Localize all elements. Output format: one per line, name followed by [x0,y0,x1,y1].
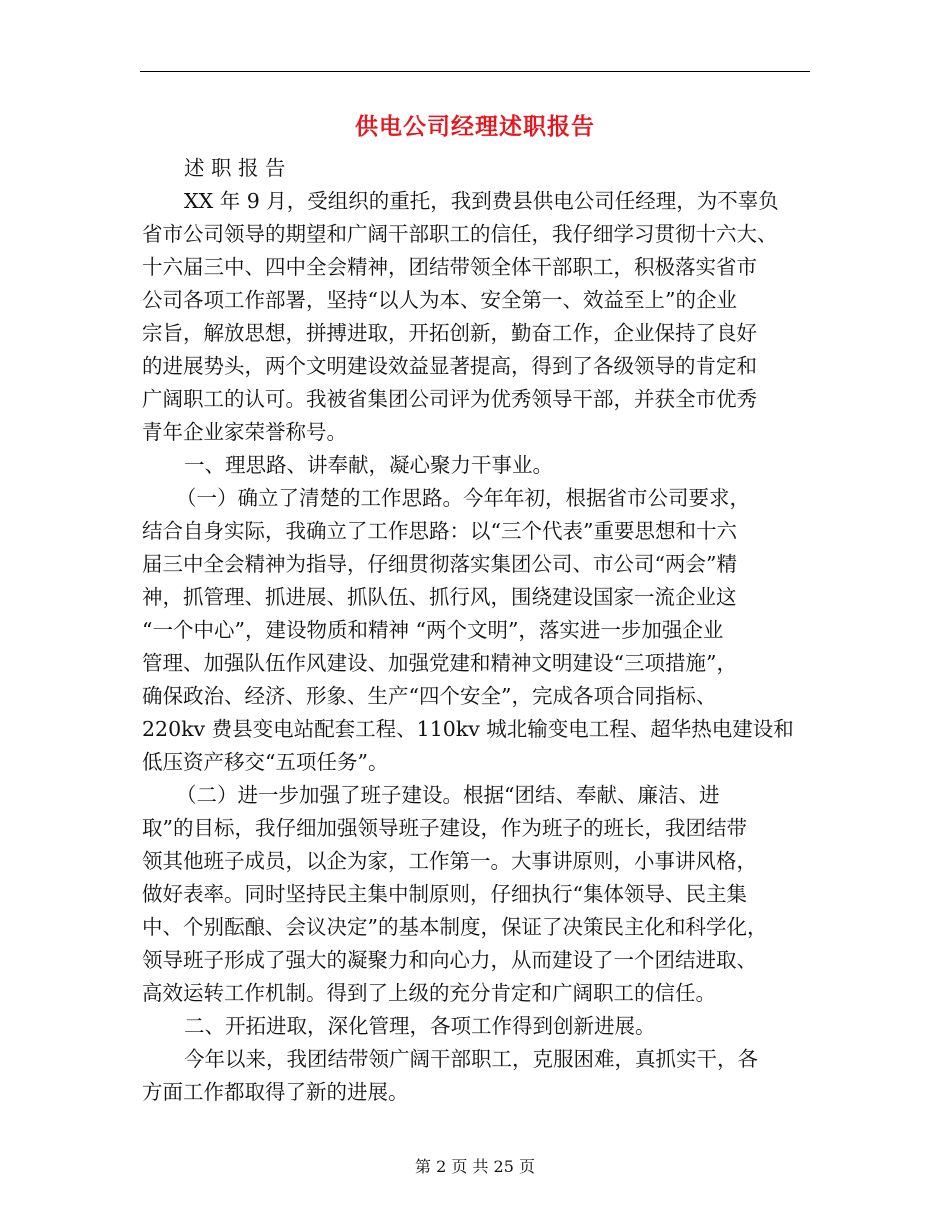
document-body [142,152,810,1109]
paragraph-line: 取”的目标，我仔细加强领导班子建设，作为班子的班长，我团结带 [142,816,747,840]
paragraph-line: XX 年 9 月，受组织的重托，我到费县供电公司任经理，为不辜负 [184,189,779,213]
paragraph-line: 宗旨，解放思想，拼搏进取，开拓创新，勤奋工作，企业保持了良好 [142,321,757,345]
paragraph-line: （一）确立了清楚的工作思路。今年年初，根据省市公司要求， [176,486,750,510]
header-rule [140,71,810,72]
paragraph-line: 方面工作都取得了新的进展。 [142,1080,409,1104]
paragraph-line: 管理、加强队伍作风建设、加强党建和精神文明建设“三项措施”， [142,651,737,675]
paragraph-line: 今年以来，我团结带领广阔干部职工，克服困难，真抓实干，各 [184,1047,758,1071]
paragraph-line: 220kv 费县变电站配套工程、110kv 城北输变电工程、超华热电建设和 [142,717,794,741]
paragraph-line: 述 职 报 告 [184,156,286,180]
paragraph-line: 结合自身实际，我确立了工作思路：以“三个代表”重要思想和十六 [142,519,737,543]
paragraph-line: 的进展势头，两个文明建设效益显著提高，得到了各级领导的肯定和 [142,354,757,378]
paragraph-line: 领其他班子成员，以企为家，工作第一。大事讲原则，小事讲风格， [142,849,757,873]
paragraph-line: 中、个别酝酿、会议决定”的基本制度，保证了决策民主化和科学化， [142,915,768,939]
paragraph-line: 公司各项工作部署，坚持“以人为本、安全第一、效益至上”的企业 [142,288,737,312]
paragraph-line: （二）进一步加强了班子建设。根据“团结、奉献、廉洁、进 [176,783,720,807]
paragraph-line: 领导班子形成了强大的凝聚力和向心力，从而建设了一个团结进取、 [142,948,757,972]
paragraph-line: 高效运转工作机制。得到了上级的充分肯定和广阔职工的信任。 [142,981,716,1005]
paragraph-line: “一个中心”，建设物质和精神 “两个文明”，落实进一步加强企业 [142,618,724,642]
section-heading: 一、理思路、讲奉献，凝心聚力干事业。 [184,453,553,477]
paragraph-line: 确保政治、经济、形象、生产“四个安全”，完成各项合同指标、 [142,684,717,708]
paragraph-line: 十六届三中、四中全会精神，团结带领全体干部职工，积极落实省市 [142,255,757,279]
document-title: 供电公司经理述职报告 [355,114,595,140]
paragraph-line: 省市公司领导的期望和广阔干部职工的信任，我仔细学习贯彻十六大、 [142,222,778,246]
paragraph-line: 届三中全会精神为指导，仔细贯彻落实集团公司、市公司“两会”精 [142,552,737,576]
paragraph-line: 神，抓管理、抓进展、抓队伍、抓行风，围绕建设国家一流企业这 [142,585,737,609]
paragraph-line: 广阔职工的认可。我被省集团公司评为优秀领导干部，并获全市优秀 [142,387,757,411]
paragraph-line: 青年企业家荣誉称号。 [142,420,347,444]
paragraph-line: 做好表率。同时坚持民主集中制原则，仔细执行“集体领导、民主集 [142,882,747,906]
page-number: 第 2 页 共 25 页 [415,1157,535,1176]
section-heading: 二、开拓进取，深化管理，各项工作得到创新进展。 [184,1014,656,1038]
paragraph-line: 低压资产移交“五项任务”。 [142,750,389,774]
